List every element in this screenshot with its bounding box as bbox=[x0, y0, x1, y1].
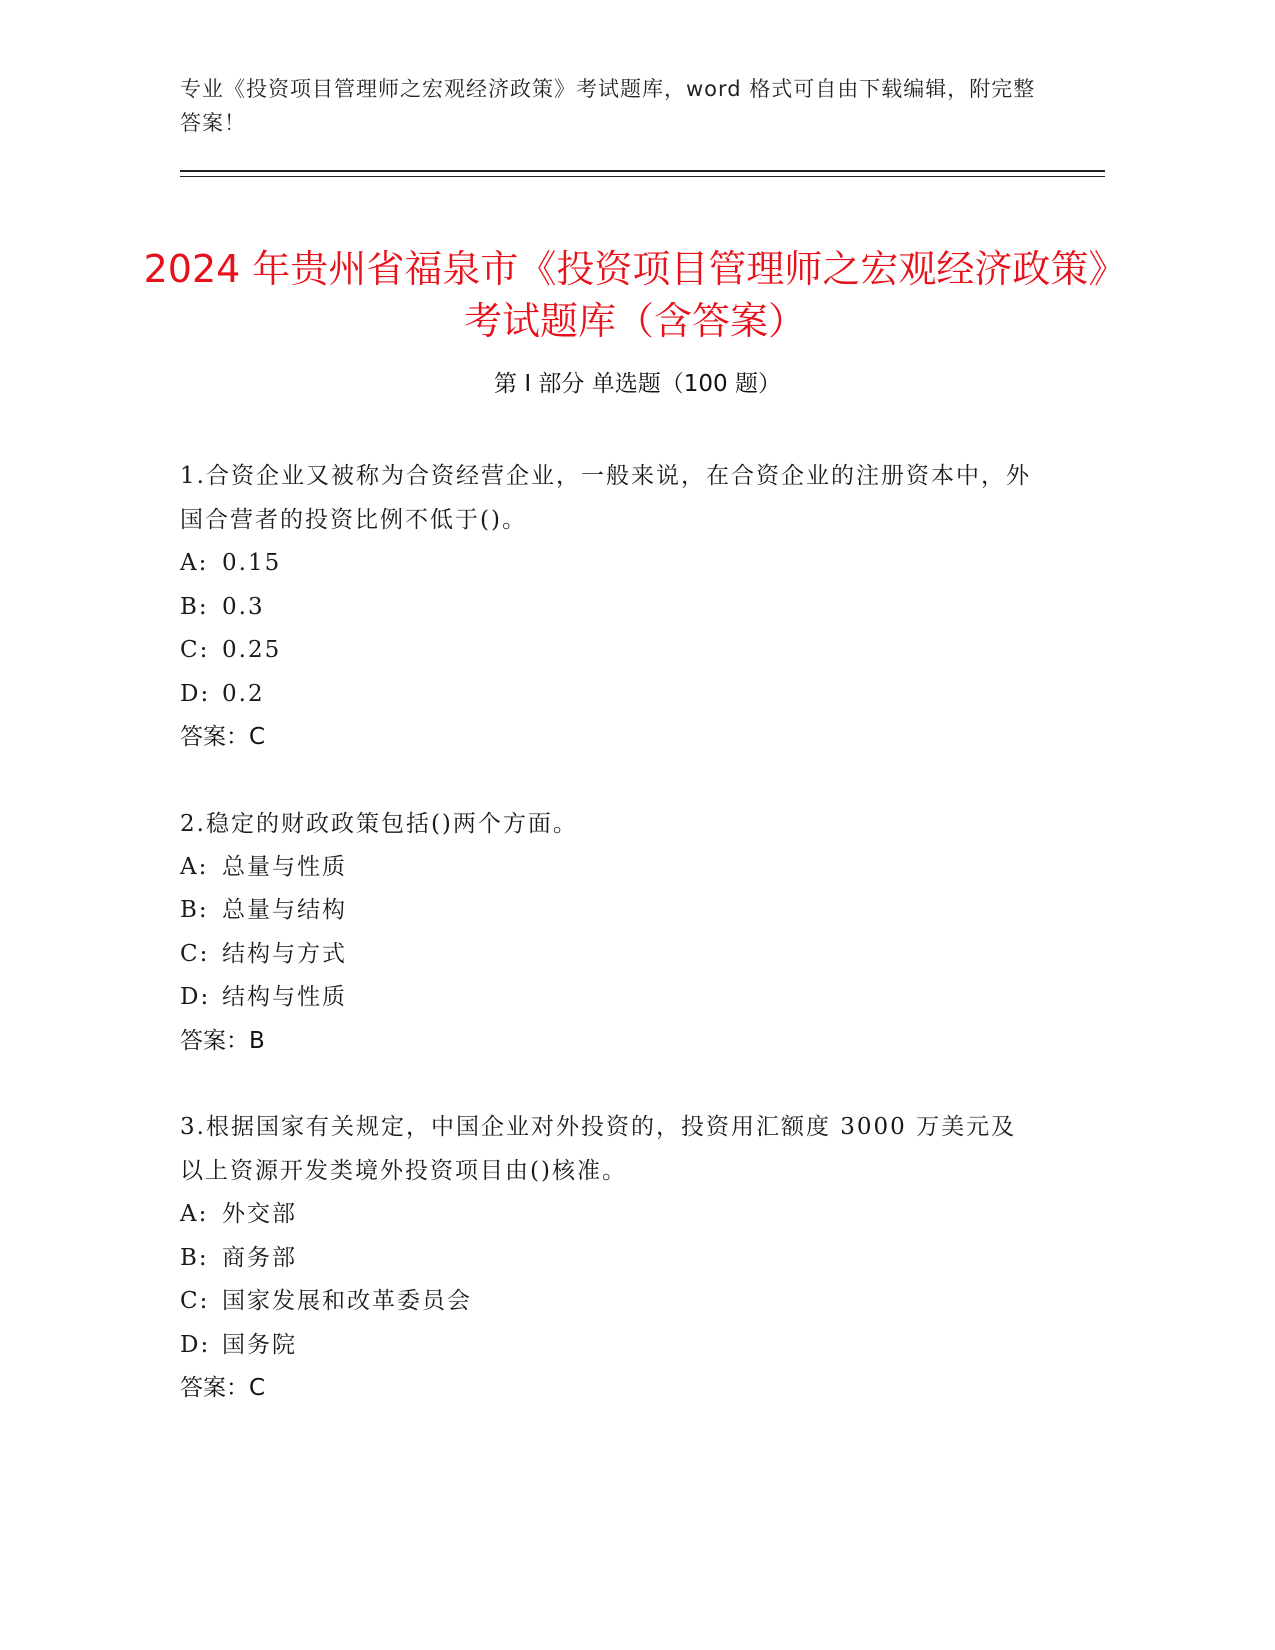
option-a bbox=[180, 542, 1040, 586]
option-c bbox=[180, 629, 1040, 673]
option-a bbox=[180, 846, 1040, 890]
answer-line: 答案：C bbox=[180, 1375, 266, 1401]
option-text: 0.3 bbox=[222, 593, 265, 620]
answer-line: 答案：B bbox=[180, 1027, 265, 1054]
option-letter: B: bbox=[180, 593, 209, 620]
option-text: 国家发展和改革委员会 bbox=[222, 1288, 472, 1314]
option-c bbox=[180, 1280, 1040, 1324]
option-letter: B: bbox=[180, 897, 209, 923]
question-stem: 2.稳定的财政政策包括()两个方面。 bbox=[180, 810, 578, 837]
option-text: 外交部 bbox=[222, 1201, 297, 1227]
option-letter: C: bbox=[180, 940, 210, 967]
option-letter: C: bbox=[180, 1288, 210, 1314]
option-b bbox=[180, 1237, 1040, 1281]
question-stem: 3.根据国家有关规定，中国企业对外投资的，投资用汇额度 3000 万美元及以上资源开发类境外投资项目由()核准。 bbox=[180, 1114, 1017, 1184]
option-letter: A: bbox=[180, 853, 209, 880]
question-stem: 1.合资企业又被称为合资经营企业，一般来说，在合资企业的注册资本中，外国合营者的投资比例不低于()。 bbox=[180, 463, 1031, 533]
header-note: 专业《投资项目管理师之宏观经济政策》考试题库，word 格式可自由下载编辑，附完整答案！ bbox=[180, 77, 1036, 135]
header-divider-thick bbox=[180, 170, 1105, 172]
question-list bbox=[180, 454, 1040, 1453]
option-letter: D: bbox=[180, 984, 211, 1010]
option-b bbox=[180, 586, 1040, 630]
option-d bbox=[180, 673, 1040, 717]
option-letter: B: bbox=[180, 1244, 209, 1271]
option-text: 国务院 bbox=[222, 1331, 297, 1358]
option-text: 0.2 bbox=[222, 680, 265, 707]
header-divider-thin bbox=[180, 176, 1105, 177]
question-2 bbox=[180, 802, 1040, 1064]
option-text: 0.15 bbox=[222, 550, 282, 576]
option-letter: A: bbox=[180, 550, 209, 576]
option-d bbox=[180, 1324, 1040, 1368]
option-text: 0.25 bbox=[222, 637, 282, 663]
question-3 bbox=[180, 1105, 1040, 1411]
document-title: 2024 年贵州省福泉市《投资项目管理师之宏观经济政策》考试题库（含答案） bbox=[143, 247, 1127, 344]
option-d bbox=[180, 976, 1040, 1020]
option-text: 总量与性质 bbox=[222, 853, 347, 880]
option-text: 结构与方式 bbox=[222, 940, 347, 967]
option-text: 总量与结构 bbox=[222, 897, 347, 923]
option-text: 商务部 bbox=[222, 1244, 297, 1271]
option-text: 结构与性质 bbox=[222, 984, 347, 1010]
option-c bbox=[180, 933, 1040, 977]
answer-line: 答案：C bbox=[180, 724, 266, 750]
question-1 bbox=[180, 454, 1040, 760]
option-a bbox=[180, 1193, 1040, 1237]
option-letter: C: bbox=[180, 637, 210, 663]
option-b bbox=[180, 889, 1040, 933]
option-letter: D: bbox=[180, 1331, 211, 1358]
section-heading: 第 I 部分 单选题（100 题） bbox=[494, 371, 781, 397]
option-letter: A: bbox=[180, 1201, 209, 1227]
option-letter: D: bbox=[180, 680, 211, 707]
